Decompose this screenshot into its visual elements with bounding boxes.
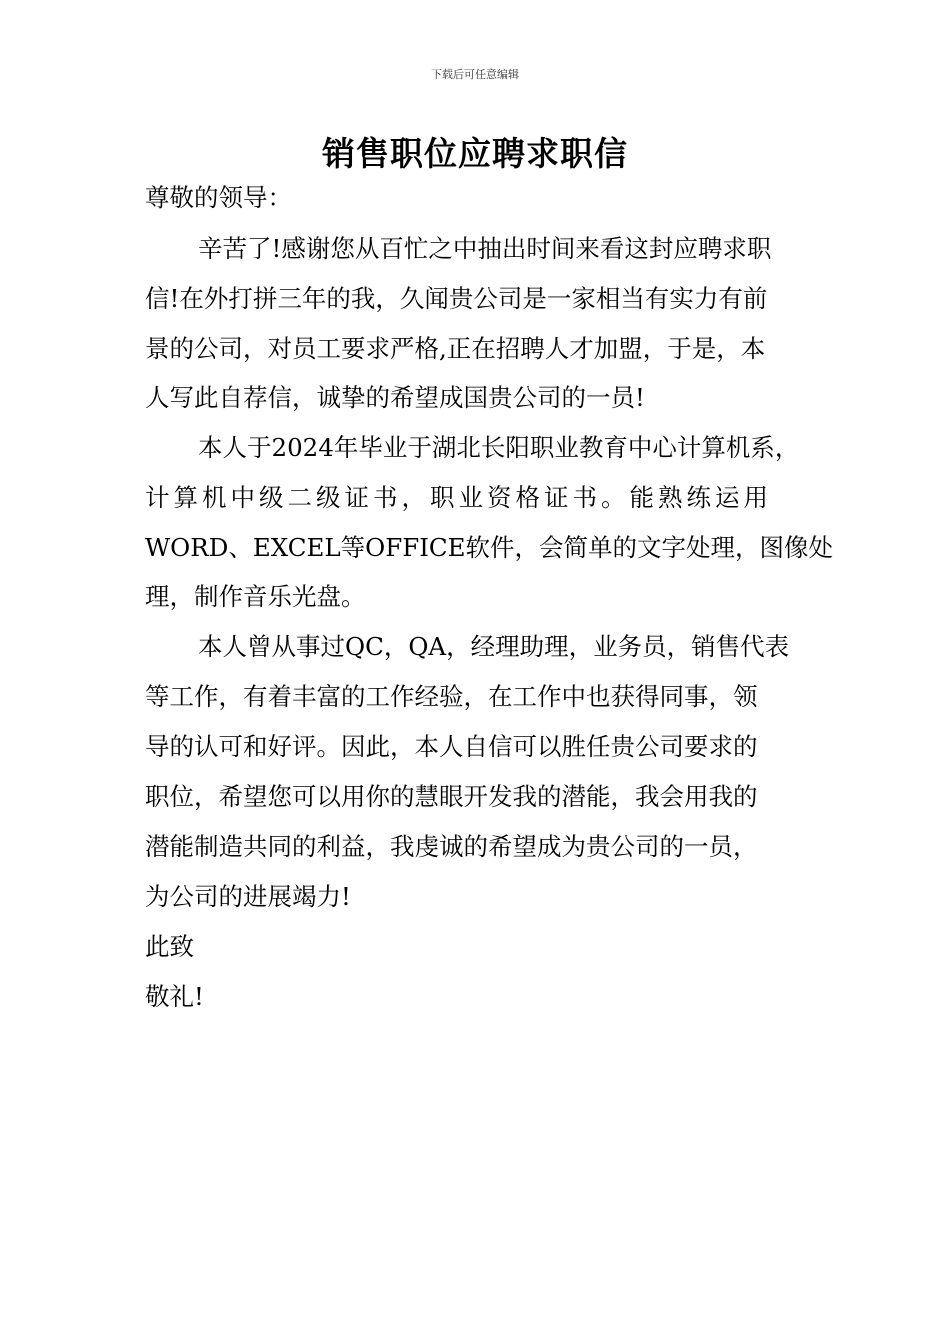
paragraph-line: 职位，希望您可以用你的慧眼开发我的潜能，我会用我的 <box>145 782 758 811</box>
paragraph-line: 辛苦了!感谢您从百忙之中抽出时间来看这封应聘求职 <box>198 234 772 263</box>
paragraph-line: WORD、EXCEL等OFFICE软件，会简单的文字处理，图像处 <box>145 533 834 562</box>
header-note: 下载后可任意编辑 <box>431 68 519 81</box>
paragraph-line: 等工作，有着丰富的工作经验，在工作中也获得同事，领 <box>145 682 758 711</box>
closing-line-1: 此致 <box>145 932 194 961</box>
paragraph-line: 信!在外打拼三年的我，久闻贵公司是一家相当有实力有前 <box>145 284 768 313</box>
paragraph-line: 理，制作音乐光盘。 <box>145 582 366 611</box>
paragraph-line: 人写此自荐信，诚挚的希望成国贵公司的一员! <box>145 383 645 412</box>
paragraph-line: 本人于2024年毕业于湖北长阳职业教育中心计算机系， <box>198 433 800 462</box>
paragraph-line: 潜能制造共同的利益，我虔诚的希望成为贵公司的一员， <box>145 832 758 861</box>
paragraph-line: 计算机中级二级证书，职业资格证书。能熟练运用 <box>145 483 772 512</box>
closing-line-2: 敬礼! <box>145 982 204 1011</box>
document-title: 销售职位应聘求职信 <box>322 134 628 173</box>
paragraph-line: 为公司的进展竭力! <box>145 882 351 911</box>
paragraph-line: 景的公司，对员工要求严格,正在招聘人才加盟，于是，本 <box>145 334 766 363</box>
paragraph-line: 导的认可和好评。因此，本人自信可以胜任贵公司要求的 <box>145 732 758 761</box>
salutation: 尊敬的领导： <box>145 183 292 212</box>
paragraph-line: 本人曾从事过QC，QA，经理助理，业务员，销售代表 <box>198 632 790 661</box>
